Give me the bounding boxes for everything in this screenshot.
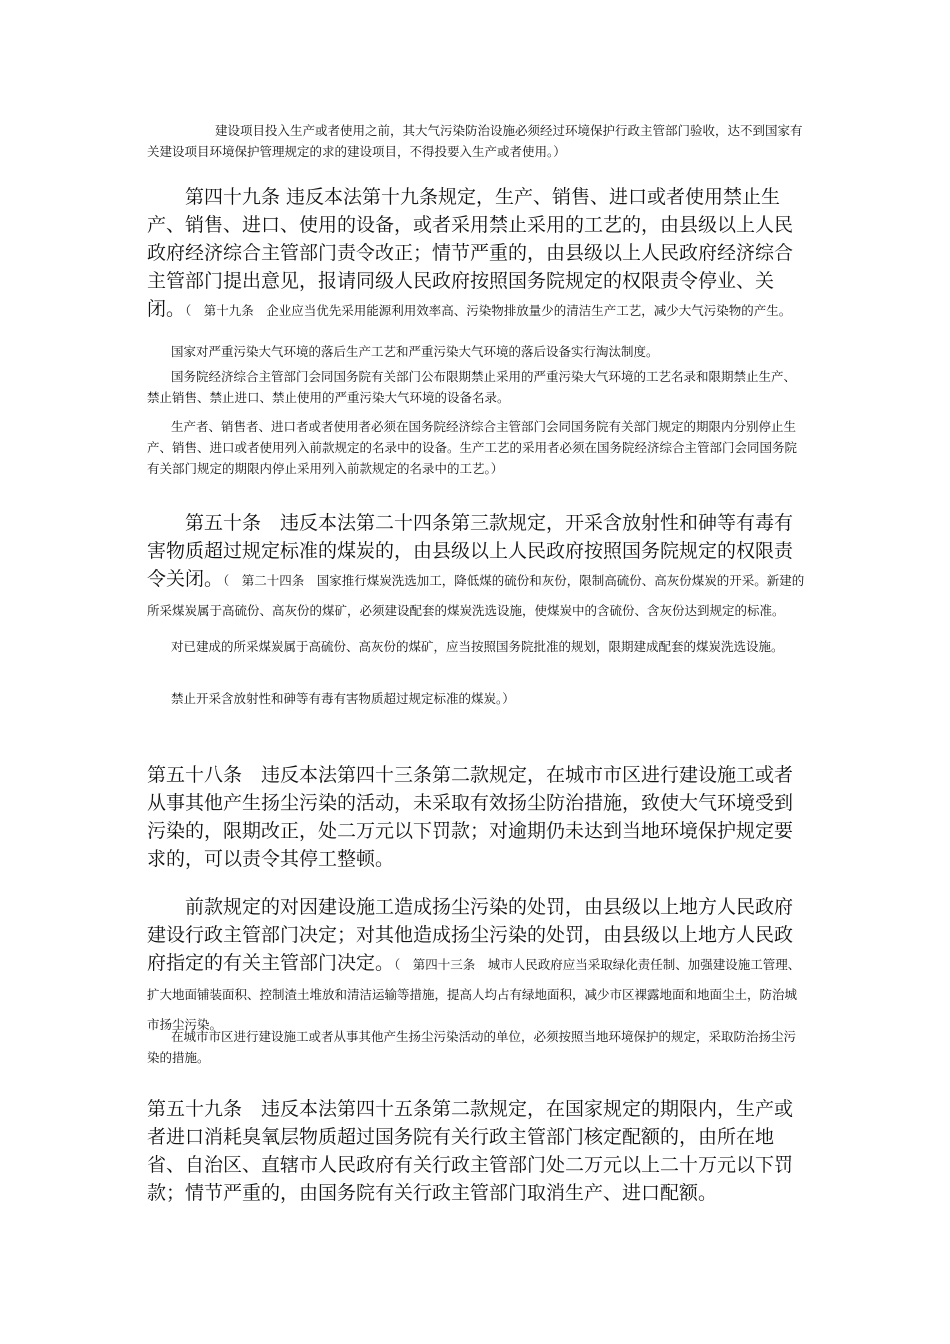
article-50-note: （ 第二十四条 国家推行煤炭洗选加工，降低煤的硫份和灰份，限制高硫份、高灰份煤炭的开采。新建的所采煤炭属于高硫份、高灰份的煤矿，必须建设配套的煤炭洗选设施，使煤炭中的含硫份、含灰份达到规定的标准。 bbox=[147, 573, 805, 618]
article-50-note-2: 对已建成的所采煤炭属于高硫份、高灰份的煤矿，应当按照国务院批准的规划，限期建成配套的煤炭洗选设施。 bbox=[171, 639, 784, 654]
article-58-note-2: 在城市市区进行建设施工或者从事其他产生扬尘污染活动的单位，必须按照当地环境保护的规定，采取防治扬尘污染的措施。 bbox=[147, 1029, 797, 1065]
text-paragraph-p1: 建设项目投入生产或者使用之前，其大气污染防治设施必须经过环境保护行政主管部门验收，达不到国家有关建设项目环境保护管理规定的求的建设项目，不得投要入生产或者使用。） bbox=[147, 123, 803, 159]
article-50-note-3: 禁止开采含放射性和砷等有毒有害物质超过规定标准的煤炭。） bbox=[171, 691, 515, 706]
article-58: 第五十八条 违反本法第四十三条第二款规定，在城市市区进行建设施工或者从事其他产生扬尘污染的活动，未采取有效扬尘防治措施，致使大气环境受到污染的，限期改正，处二万元以下罚款；对逾期仍未达到当地环境保护规定要求的，可以责令其停工整顿。 bbox=[147, 764, 794, 870]
article-49-note-4: 生产者、销售者、进口者或者使用者必须在国务院经济综合主管部门会同国务院有关部门规定的期限内分别停止生产、销售、进口或者使用列入前款规定的名录中的设备。生产工艺的采用者必须在国务院经济综合主管部门会同国务院有关部门规定的期限内停止采用列入前款规定的名录中的工艺。） bbox=[147, 419, 798, 476]
article-58-para-2 bbox=[147, 893, 807, 1039]
article-49-note-2: 国家对严重污染大气环境的落后生产工艺和严重污染大气环境的落后设备实行淘汰制度。 bbox=[171, 344, 659, 359]
article-59: 第五十九条 违反本法第四十五条第二款规定，在国家规定的期限内，生产或者进口消耗臭氧层物质超过国务院有关行政主管部门核定配额的，由所在地省、自治区、直辖市人民政府有关行政主管部门处二万元以上二十万元以下罚款；情节严重的，由国务院有关行政主管部门取消生产、进口配额。 bbox=[147, 1098, 794, 1204]
article-50-text: 第五十条 违反本法第二十四条第三款规定，开采含放射性和砷等有毒有害物质超过规定标准的煤炭的，由县级以上人民政府按照国务院规定的权限责令关闭。 bbox=[147, 512, 794, 590]
article-50 bbox=[147, 509, 807, 625]
article-49-text: 第四十九条 违反本法第十九条规定，生产、销售、进口或者使用禁止生产、销售、进口、使用的设备，或者采用禁止采用的工艺的，由县级以上人民政府经济综合主管部门责令改正；情节严重的，由县级以上人民政府经济综合主管部门提出意见，报请同级人民政府按照国务院规定的权限责令停业、关闭。 bbox=[147, 186, 794, 320]
article-58-note: （ 第四十三条 城市人民政府应当采取绿化责任制、加强建设施工管理、扩大地面铺装面积、控制渣土堆放和清洁运输等措施，提高人均占有绿地面积，减少市区裸露地面和地面尘土，防治城市扬尘污染。 bbox=[147, 957, 801, 1032]
article-58-para-2-text: 前款规定的对因建设施工造成扬尘污染的处罚，由县级以上地方人民政府建设行政主管部门决定；对其他造成扬尘污染的处罚，由县级以上地方人民政府指定的有关主管部门决定。 bbox=[147, 896, 794, 974]
article-49 bbox=[147, 183, 807, 325]
article-49-note: （ 第十九条 企业应当优先采用能源利用效率高、污染物排放量少的清洁生产工艺，减少大气污染物的产生。 bbox=[185, 303, 792, 318]
article-49-note-3: 国务院经济综合主管部门会同国务院有关部门公布限期禁止采用的严重污染大气环境的工艺名录和限期禁止生产、禁止销售、禁止进口、禁止使用的严重污染大气环境的设备名录。 bbox=[147, 369, 797, 405]
